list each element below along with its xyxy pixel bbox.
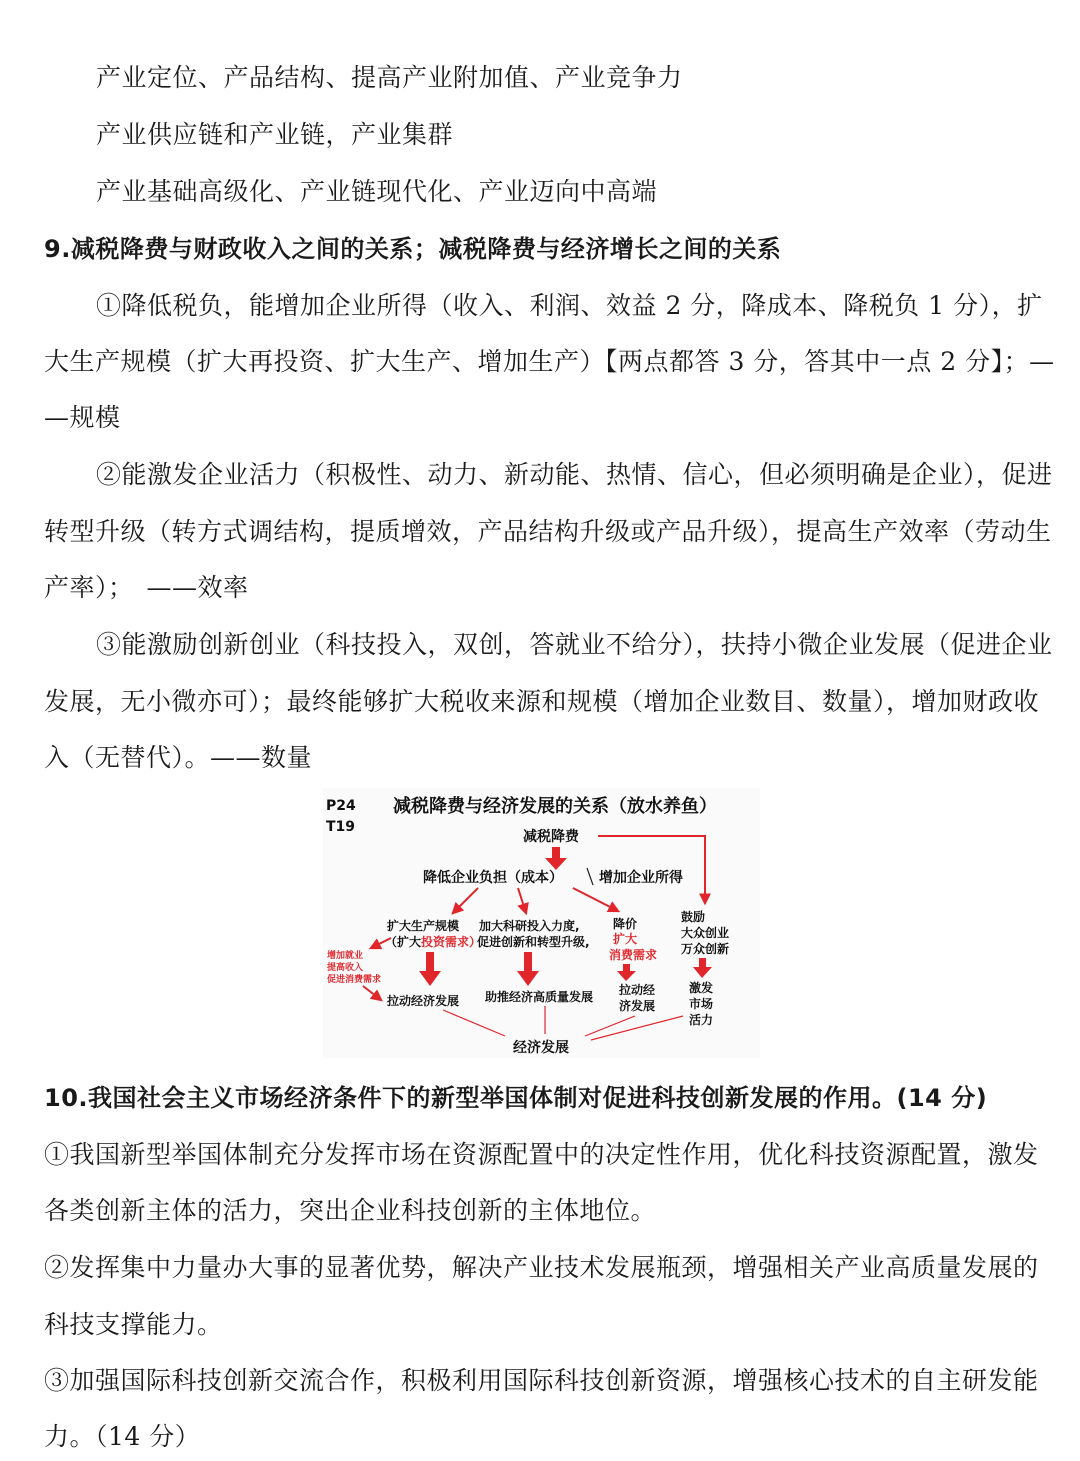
node-encourage-line2: 大众创业 bbox=[681, 926, 730, 940]
node-root: 减税降费 bbox=[523, 829, 579, 845]
side-note-3: 促进消费需求 bbox=[327, 975, 382, 985]
node-expand-line2 bbox=[385, 934, 481, 949]
thick-arrow-price bbox=[617, 964, 636, 981]
q9-point-3-text: 发展，无小微亦可）；最终能够扩大税收来源和规模（增加企业数目、数量），增加财政收 bbox=[44, 687, 1040, 716]
thick-arrow-expand bbox=[419, 952, 441, 986]
q10-point-3-text: 力。（14 分） bbox=[44, 1422, 201, 1451]
question-10-title: 10.我国社会主义市场经济条件下的新型举国体制对促进科技创新发展的作用。(14 分) bbox=[44, 1084, 988, 1112]
thick-arrow-rd bbox=[517, 952, 539, 986]
q9-point-1-text: ①降低税负，能增加企业所得（收入、利润、效益 2 分，降成本、降税负 1 分），扩 bbox=[96, 291, 1043, 320]
node-rd: 加大科研投入力度, bbox=[479, 919, 580, 933]
side-note-1: 增加就业 bbox=[327, 951, 364, 961]
separator-line bbox=[587, 868, 593, 885]
thick-arrow-root bbox=[545, 847, 567, 870]
q9-point-1-text: —规模 bbox=[44, 403, 121, 432]
result-stimulate-c: 活力 bbox=[689, 1013, 714, 1027]
result-high-quality: 助推经济高质量发展 bbox=[485, 990, 594, 1004]
node-price-expand: 扩大 bbox=[613, 932, 638, 946]
node-increase-income: 增加企业所得 bbox=[599, 870, 683, 886]
list-item: 产业定位、产品结构、提高产业附加值、产业竞争力 bbox=[96, 63, 683, 92]
expand-prefix: （扩大 bbox=[385, 935, 422, 949]
result-stimulate-b: 市场 bbox=[689, 997, 714, 1011]
node-rd-line2: 促进创新和转型升级, bbox=[477, 935, 590, 949]
q9-point-2-text: 转型升级（转方式调结构，提质增效，产品结构升级或产品升级），提高生产效率（劳动生 bbox=[44, 517, 1052, 546]
node-encourage: 鼓励 bbox=[681, 910, 706, 924]
result-stimulate-a: 激发 bbox=[689, 981, 714, 995]
node-bottom: 经济发展 bbox=[513, 1040, 569, 1056]
q9-point-3-text: ③能激励创新创业（科技投入，双创，答就业不给分），扶持小微企业发展（促进企业 bbox=[96, 630, 1053, 659]
q9-point-1-text: 大生产规模（扩大再投资、扩大生产、增加生产）【两点都答 3 分，答其中一点 2 分】；— bbox=[44, 347, 1055, 376]
thick-arrow-encourage bbox=[693, 958, 712, 978]
connector-line bbox=[585, 1016, 635, 1036]
expand-invest-demand: 投资需求） bbox=[421, 935, 482, 949]
side-note-2: 提高收入 bbox=[327, 963, 364, 973]
node-consume-demand: 消费需求 bbox=[609, 948, 658, 962]
result-pull-econ-b: 济发展 bbox=[619, 999, 656, 1013]
tax-cut-diagram bbox=[323, 788, 760, 1058]
figure-title: 减税降费与经济发展的关系（放水养鱼） bbox=[393, 796, 717, 817]
result-pull-econ-a: 拉动经 bbox=[619, 983, 656, 997]
connector-line bbox=[443, 1010, 505, 1036]
node-expand: 扩大生产规模 bbox=[387, 919, 460, 933]
node-encourage-line3: 万众创新 bbox=[681, 942, 730, 956]
q10-point-1-text: 各类创新主体的活力，突出企业科技创新的主体地位。 bbox=[44, 1196, 657, 1225]
q10-point-2-text: ②发挥集中力量办大事的显著优势，解决产业技术发展瓶颈，增强相关产业高质量发展的 bbox=[44, 1253, 1039, 1282]
result-pull-economy: 拉动经济发展 bbox=[387, 994, 460, 1008]
arrow-burden-to-rd bbox=[518, 888, 526, 913]
q10-point-3-text: ③加强国际科技创新交流合作，积极利用国际科技创新资源，增强核心技术的自主研发能 bbox=[44, 1366, 1039, 1395]
q9-point-3-text: 入（无替代）。——数量 bbox=[44, 743, 313, 772]
q10-point-2-text: 科技支撑能力。 bbox=[44, 1310, 223, 1339]
q10-point-1-text: ①我国新型举国体制充分发挥市场在资源配置中的决定性作用，优化科技资源配置，激发 bbox=[44, 1140, 1039, 1169]
node-lower-burden: 降低企业负担（成本） bbox=[423, 870, 563, 886]
arrow-burden-to-price bbox=[573, 888, 618, 911]
q9-point-2-text: 产率）； ——效率 bbox=[44, 573, 249, 602]
arrow-burden-to-expand bbox=[453, 888, 478, 913]
figure-question-ref: T19 bbox=[326, 819, 356, 835]
question-9-title: 9.减税降费与财政收入之间的关系；减税降费与经济增长之间的关系 bbox=[44, 235, 782, 263]
arrow-side-to-result bbox=[363, 986, 381, 1000]
list-item: 产业基础高级化、产业链现代化、产业迈向中高端 bbox=[96, 177, 658, 206]
q9-point-2-text: ②能激发企业活力（积极性、动力、新动能、热情、信心，但必须明确是企业），促进 bbox=[96, 460, 1053, 489]
node-price: 降价 bbox=[613, 917, 638, 931]
figure-page-ref: P24 bbox=[326, 798, 356, 814]
list-item: 产业供应链和产业链，产业集群 bbox=[96, 120, 454, 149]
